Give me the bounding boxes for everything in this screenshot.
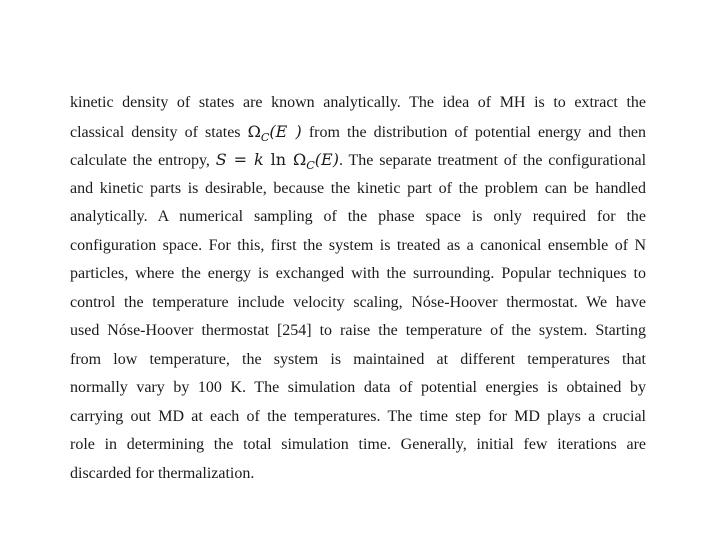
paragraph-line-12: carrying out MD at each of the temperatures. The time step for MD plays a crucial [70, 407, 646, 425]
paragraph-line-6: configuration space. For this, first the system is treated as a canonical ensemble of N [70, 236, 646, 254]
boltzmann-constant: k [253, 150, 264, 169]
paragraph-line-7: particles, where the energy is exchanged with the surrounding. Popular techniques to [70, 265, 646, 282]
omega-subscript-2: C [306, 159, 315, 173]
omega-argument-2: (E) [314, 150, 339, 169]
paragraph-line-4: and kinetic parts is desirable, because the kinetic part of the problem can be handled [70, 179, 646, 197]
omega-symbol: Ω [247, 121, 261, 141]
paragraph-line-2 [70, 118, 646, 147]
line-3-text-end: . The separate treatment of the configurational [338, 152, 646, 169]
paragraph-line-11: normally vary by 100 K. The simulation data of potential energies is obtained by [70, 379, 646, 396]
omega-symbol-2: Ω [292, 150, 307, 169]
paragraph-line-8: control the temperature include velocity scaling, Nóse-Hoover thermostat. We have [70, 293, 646, 311]
omega-argument: (E ) [269, 121, 302, 141]
paragraph-line-14: discarded for thermalization. [70, 464, 255, 482]
line-3-text-start: calculate the entropy, [70, 152, 216, 169]
equals-sign: = [226, 150, 254, 169]
paragraph-line-3 [70, 146, 646, 175]
line-2-text-start: classical density of states [70, 123, 248, 141]
paragraph-line-1: kinetic density of states are known analytically. The idea of MH is to extract the [70, 94, 646, 111]
omega-subscript: C [260, 130, 270, 144]
entropy-symbol: S [215, 150, 227, 169]
paragraph-line-13: role in determining the total simulation time. Generally, initial few iterations are [70, 436, 646, 453]
paragraph-line-5: analytically. A numerical sampling of the phase space is only required for the [70, 208, 646, 225]
line-2-text-end: from the distribution of potential energy and then [301, 123, 646, 141]
paragraph-line-10: from low temperature, the system is maintained at different temperatures that [70, 350, 646, 368]
body-paragraph [70, 89, 646, 488]
ln-operator: ln [263, 150, 293, 169]
paragraph-line-9: used Nóse-Hoover thermostat [254] to raise the temperature of the system. Starting [70, 322, 646, 339]
entropy-formula [215, 150, 339, 173]
omega-c-of-e-formula [247, 121, 302, 144]
